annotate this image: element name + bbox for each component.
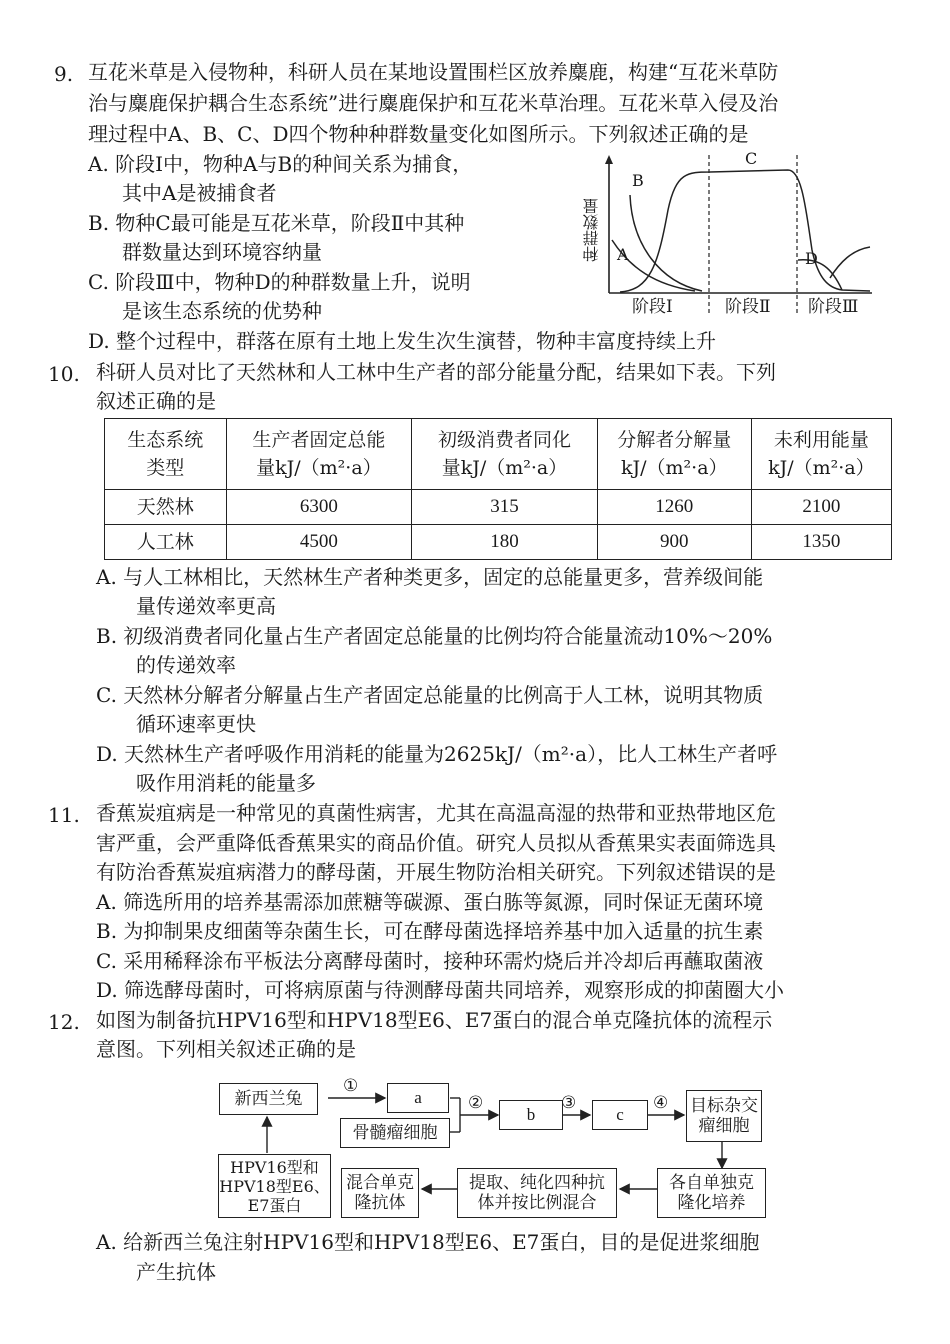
option-b: B. 为抑制果皮细菌等杂菌生长，可在酵母菌选择培养基中加入适量的抗生素	[96, 919, 764, 943]
question-stem-line: 理过程中A、B、C、D四个物种种群数量变化如图所示。下列叙述正确的是	[88, 122, 749, 146]
question-stem-line: 香蕉炭疽病是一种常见的真菌性病害，尤其在高温高湿的热带和亚热带地区危	[96, 801, 776, 825]
table-cell: 900	[597, 525, 751, 560]
option-a: A. 与人工林相比，天然林生产者种类更多，固定的总能量更多，营养级间能	[96, 565, 764, 589]
step-label-3: ③	[561, 1093, 577, 1113]
table-cell: 4500	[226, 525, 412, 560]
step-label-1: ①	[343, 1076, 359, 1096]
option-b-cont: 的传递效率	[136, 653, 236, 677]
option-a-cont: 量传递效率更高	[136, 594, 276, 618]
curve-label-d: D	[805, 249, 818, 268]
option-b: B. 物种C最可能是互花米草，阶段Ⅱ中其种	[88, 211, 465, 235]
table-cell: 180	[412, 525, 598, 560]
option-a-cont: 产生抗体	[136, 1260, 216, 1284]
question-number: 12.	[48, 1010, 80, 1034]
table-cell: 2100	[751, 490, 891, 525]
option-d: D. 天然林生产者呼吸作用消耗的能量为2625kJ/（m²·a），比人工林生产者呼	[96, 742, 778, 766]
energy-table	[104, 418, 892, 560]
option-b-cont: 群数量达到环境容纳量	[122, 240, 322, 264]
question-stem-line: 意图。下列相关叙述正确的是	[96, 1037, 356, 1061]
table-cell: 1260	[597, 490, 751, 525]
option-c: C. 阶段Ⅲ中，物种D的种群数量上升，说明	[88, 270, 471, 294]
table-header: 分解者分解量 kJ/（m²·a）	[597, 419, 751, 490]
flow-mixed-box: 混合单克 隆抗体	[341, 1168, 419, 1218]
flow-myeloma-box: 骨髓瘤细胞	[340, 1118, 450, 1148]
question-number: 11.	[48, 803, 80, 827]
stage-label-2: 阶段Ⅱ	[725, 297, 771, 317]
table-cell: 315	[412, 490, 598, 525]
flow-rabbit-box: 新西兰兔	[219, 1083, 318, 1115]
option-c: C. 采用稀释涂布平板法分离酵母菌时，接种环需灼烧后并冷却后再蘸取菌液	[96, 949, 764, 973]
stage-label-1: 阶段Ⅰ	[632, 297, 673, 317]
step-label-4: ④	[653, 1093, 669, 1113]
question-stem-line: 叙述正确的是	[96, 389, 216, 413]
option-c-cont: 循环速率更快	[136, 712, 256, 736]
table-row	[105, 490, 892, 525]
table-cell: 1350	[751, 525, 891, 560]
question-stem-line: 害严重，会严重降低香蕉果实的商品价值。研究人员拟从香蕉果实表面筛选具	[96, 831, 776, 855]
option-a: A. 给新西兰兔注射HPV16型和HPV18型E6、E7蛋白，目的是促进浆细胞	[96, 1230, 760, 1254]
flow-c-box: c	[592, 1100, 648, 1130]
table-cell: 天然林	[105, 490, 227, 525]
question-stem-line: 治与麋鹿保护耦合生态系统”进行麋鹿保护和互花米草治理。互花米草入侵及治	[88, 91, 779, 115]
table-cell: 人工林	[105, 525, 227, 560]
table-header-row	[105, 419, 892, 490]
curve-label-b: B	[632, 171, 644, 190]
question-stem-line: 科研人员对比了天然林和人工林中生产者的部分能量分配，结果如下表。下列	[96, 360, 776, 384]
option-d: D. 整个过程中，群落在原有土地上发生次生演替，物种丰富度持续上升	[88, 329, 717, 353]
figure-ylabel: 种群数量	[582, 198, 601, 262]
option-d-cont: 吸作用消耗的能量多	[136, 771, 316, 795]
option-a: A. 筛选所用的培养基需添加蔗糖等碳源、蛋白胨等氮源，同时保证无菌环境	[96, 890, 764, 914]
table-header: 生态系统 类型	[105, 419, 227, 490]
flow-extract-box: 提取、纯化四种抗 体并按比例混合	[457, 1168, 617, 1218]
flow-protein-box: HPV16型和 HPV18型E6、 E7蛋白	[218, 1154, 331, 1218]
stage-label-3: 阶段Ⅲ	[808, 297, 859, 317]
table-cell: 6300	[226, 490, 412, 525]
question-stem-line: 有防治香蕉炭疽病潜力的酵母菌，开展生物防治相关研究。下列叙述错误的是	[96, 860, 776, 884]
flow-clone-box: 各自单独克 隆化培养	[657, 1168, 766, 1218]
table-row	[105, 525, 892, 560]
option-b: B. 初级消费者同化量占生产者固定总能量的比例均符合能量流动10%～20%	[96, 624, 773, 648]
question-stem-line: 如图为制备抗HPV16型和HPV18型E6、E7蛋白的混合单克隆抗体的流程示	[96, 1008, 773, 1032]
table-header: 未利用能量 kJ/（m²·a）	[751, 419, 891, 490]
flow-a-box: a	[387, 1083, 449, 1113]
option-d: D. 筛选酵母菌时，可将病原菌与待测酵母菌共同培养，观察形成的抑菌圈大小	[96, 978, 785, 1002]
curve-label-c: C	[745, 149, 758, 168]
question-number: 9.	[54, 62, 74, 86]
table-header: 生产者固定总能 量kJ/（m²·a）	[226, 419, 412, 490]
option-c-cont: 是该生态系统的优势种	[122, 299, 322, 323]
question-number: 10.	[48, 362, 80, 386]
option-c: C. 天然林分解者分解量占生产者固定总能量的比例高于人工林，说明其物质	[96, 683, 764, 707]
question-stem-line: 互花米草是入侵物种，科研人员在某地设置围栏区放养麋鹿，构建“互花米草防	[88, 60, 779, 84]
option-a-cont: 其中A是被捕食者	[122, 181, 277, 205]
flow-b-box: b	[499, 1100, 563, 1130]
flow-target-box: 目标杂交 瘤细胞	[686, 1090, 762, 1142]
curve-label-a: A	[617, 245, 629, 264]
table-header: 初级消费者同化 量kJ/（m²·a）	[412, 419, 598, 490]
step-label-2: ②	[468, 1093, 484, 1113]
option-a: A. 阶段Ⅰ中，物种A与B的种间关系为捕食，	[88, 152, 473, 176]
